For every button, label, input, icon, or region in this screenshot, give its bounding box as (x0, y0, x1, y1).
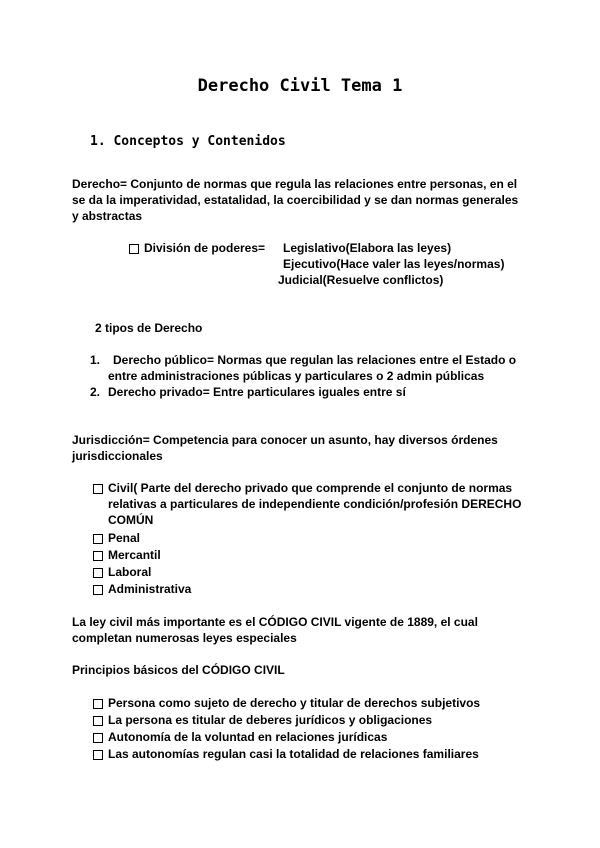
orden-administrativa: Administrativa (108, 582, 192, 596)
principios-heading: Principios básicos del CÓDIGO CIVIL (72, 663, 285, 677)
checkbox-icon (93, 733, 103, 743)
orden-mercantil: Mercantil (108, 548, 161, 562)
principio-2: La persona es titular de deberes jurídicos y obligaciones (108, 713, 433, 727)
orden-laboral: Laboral (108, 565, 152, 579)
section-heading (90, 134, 286, 149)
checkbox-icon (129, 244, 139, 254)
codigo-line-1: La ley civil más importante es el CÓDIGO CIVIL vigente de 1889, el cual (72, 615, 478, 629)
derecho-definition-line-1: Derecho= Conjunto de normas que regula las relaciones entre personas, en el (72, 177, 518, 191)
checkbox-icon (93, 534, 103, 544)
principio-3: Autonomía de la voluntad en relaciones jurídicas (108, 730, 388, 744)
division-label: División de poderes= (144, 241, 266, 255)
checkbox-icon (93, 551, 103, 561)
checkbox-icon (93, 568, 103, 578)
tipo-2-line-1: Derecho privado= Entre particulares iguales entre sí (108, 385, 406, 399)
checkbox-icon (93, 699, 103, 709)
checkbox-icon (93, 484, 103, 494)
tipos-heading: 2 tipos de Derecho (95, 321, 203, 335)
document-title: Derecho Civil Tema 1 (197, 76, 403, 96)
civil-line-2: relativas a particulares de independiente condición/profesión DERECHO (108, 497, 522, 511)
division-item-legislativo: Legislativo(Elabora las leyes) (283, 241, 452, 255)
jurisdiccion-line-1: Jurisdicción= Competencia para conocer un asunto, hay diversos órdenes (72, 433, 498, 447)
principio-1: Persona como sujeto de derecho y titular de derechos subjetivos (108, 696, 481, 710)
division-item-judicial: Judicial(Resuelve conflictos) (278, 273, 444, 287)
derecho-definition-line-3: y abstractas (72, 209, 143, 223)
tipo-1-number: 1. (90, 353, 101, 367)
section-title: Conceptos y Contenidos (113, 134, 286, 149)
checkbox-icon (93, 716, 103, 726)
derecho-definition-line-2: se da la imperatividad, estatalidad, la coercibilidad y se dan normas generales (72, 193, 519, 207)
codigo-line-2: completan numerosas leyes especiales (72, 631, 297, 645)
division-item-ejecutivo: Ejecutivo(Hace valer las leyes/normas) (283, 257, 505, 271)
tipo-2-number: 2. (90, 385, 101, 399)
principio-4: Las autonomías regulan casi la totalidad de relaciones familiares (108, 747, 479, 761)
tipo-1-line-1: Derecho público= Normas que regulan las relaciones entre el Estado o (113, 353, 517, 367)
checkbox-icon (93, 750, 103, 760)
tipo-1-line-2: entre administraciones públicas y particulares o 2 admin públicas (108, 369, 485, 383)
checkbox-icon (93, 585, 103, 595)
civil-line-1: Civil( Parte del derecho privado que comprende el conjunto de normas (108, 481, 513, 495)
jurisdiccion-line-2: jurisdiccionales (72, 449, 163, 463)
civil-line-3: COMÚN (108, 513, 154, 527)
orden-penal: Penal (108, 531, 141, 545)
section-number: 1. (90, 134, 106, 149)
